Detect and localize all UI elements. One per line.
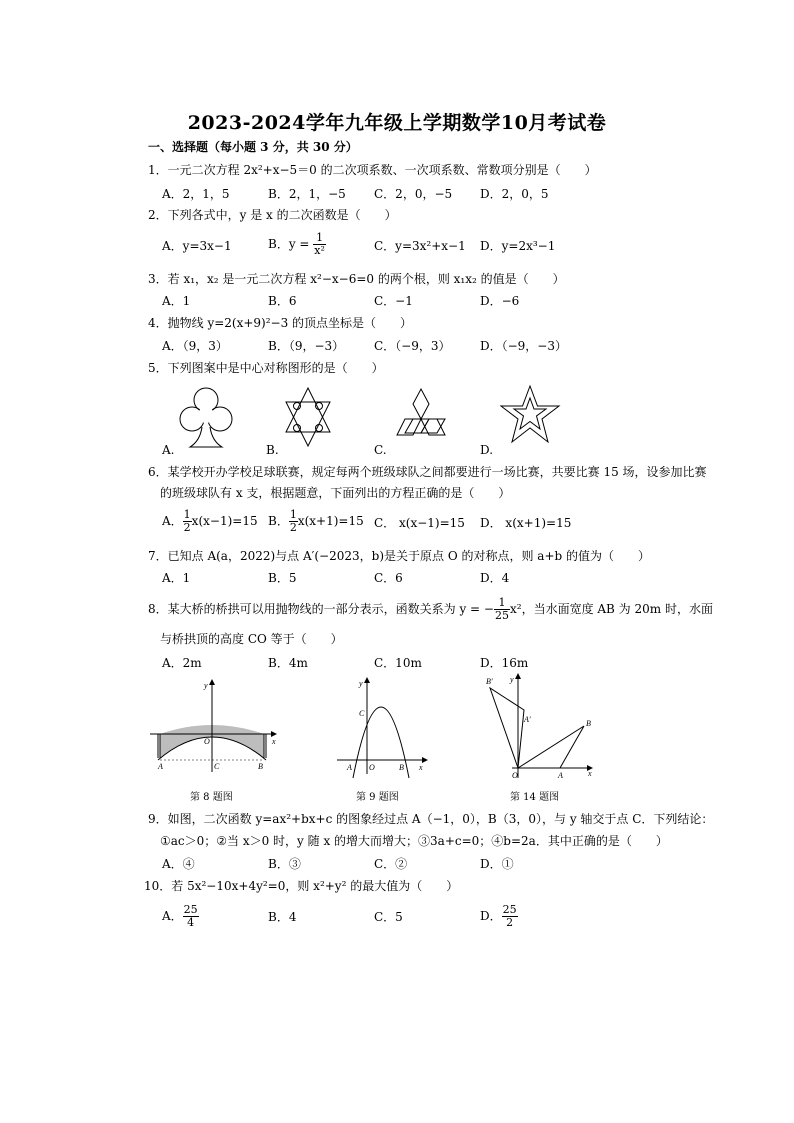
q2-b-den: x²	[314, 244, 325, 257]
q9-option-a: A．④	[162, 857, 195, 871]
q6-option-b	[268, 509, 364, 534]
q4-option-a: A．（9，3）	[162, 339, 228, 353]
q9-option-d: D．①	[480, 857, 514, 871]
q1-stem: 1．一元二次方程 2x²+x−5＝0 的二次项系数、一次项系数、常数项分别是（ ）	[148, 163, 597, 177]
fig8-label-y: y	[204, 681, 208, 690]
q6-b-fraction	[289, 509, 298, 534]
fig8-label-o: O	[204, 737, 210, 746]
q3-option-d: D．−6	[480, 294, 520, 308]
q6-stem-line2: 的班级球队有 x 支，根据题意，下面列出的方程正确的是（ ）	[160, 486, 511, 500]
fig14-label-b: B	[586, 719, 591, 728]
q2-stem: 2．下列各式中，y 是 x 的二次函数是（ ）	[148, 208, 397, 222]
q6-b-num: 1	[289, 508, 297, 521]
q1-option-d: D．2，0，5	[480, 187, 549, 201]
q2-b-prefix: B．y =	[268, 237, 310, 251]
fig14-label-aprime: A′	[524, 715, 531, 724]
q4-option-b: B．（9，−3）	[268, 339, 345, 353]
q8-stem-line1	[148, 597, 713, 622]
q2-option-b	[268, 232, 326, 257]
fig9-label-b: B	[399, 763, 404, 772]
q9-option-b: B．③	[268, 857, 301, 871]
figure-14-caption: 第 14 题图	[510, 792, 560, 803]
q9-stem-line2: ①ac＞0；②当 x＞0 时，y 随 x 的增大而增大；③3a+c=0；④b=2a．其中正确的是（ ）	[160, 834, 668, 848]
q5-figure-a-club	[176, 385, 236, 451]
fig9-label-x: x	[419, 763, 423, 772]
q10-a-fraction	[183, 904, 199, 929]
q6-b-rest: x(x+1)=15	[297, 514, 364, 528]
fig8-label-b: B	[258, 762, 263, 771]
q6-a-rest: x(x−1)=15	[191, 514, 258, 528]
q10-option-c: C．5	[374, 910, 403, 924]
q10-d-label: D．	[480, 909, 502, 923]
q2-b-fraction	[313, 232, 326, 257]
fig14-label-bprime: B′	[486, 677, 493, 686]
fig9-label-o: O	[369, 763, 375, 772]
q8-frac-den: 25	[494, 609, 509, 622]
q2-option-a: A．y=3x−1	[162, 239, 232, 253]
q4-stem: 4．抛物线 y=2(x+9)²−3 的顶点坐标是（ ）	[148, 316, 413, 330]
figure-8-bridge	[150, 676, 280, 776]
fig9-label-c: C	[359, 709, 365, 718]
q3-option-a: A．1	[162, 294, 191, 308]
page-title: 2023-2024学年九年级上学期数学10月考试卷	[187, 112, 607, 134]
fig9-label-y: y	[359, 679, 363, 688]
q5-stem: 5．下列图案中是中心对称图形的是（ ）	[148, 361, 384, 375]
fig8-label-x: x	[272, 737, 276, 746]
q10-d-den: 2	[506, 916, 514, 929]
figure-8-caption: 第 8 题图	[190, 792, 233, 803]
q2-option-d: D．y=2x³−1	[480, 239, 556, 253]
q8-option-c: C．10m	[374, 656, 422, 670]
q10-option-a	[162, 904, 199, 929]
q5-option-a: A.	[162, 443, 175, 457]
q4-option-d: D．（−9，−3）	[480, 339, 568, 353]
q5-option-b: B.	[266, 443, 279, 457]
q10-d-num: 25	[502, 903, 517, 916]
q1-option-b: B．2，1，−5	[268, 187, 346, 201]
q6-option-d: D． x(x+1)=15	[480, 516, 572, 530]
q5-figure-d-star	[498, 384, 562, 446]
q6-a-den: 2	[183, 521, 191, 534]
q7-option-b: B．5	[268, 571, 297, 585]
q3-option-b: B．6	[268, 294, 297, 308]
section-heading: 一、选择题（每小题 3 分，共 30 分）	[148, 140, 358, 154]
q8-stem-part1: 8．某大桥的桥拱可以用抛物线的一部分表示，函数关系为 y = −	[148, 602, 494, 616]
q6-b-den: 2	[289, 521, 297, 534]
fig14-label-y: y	[510, 675, 514, 684]
fig8-label-a: A	[158, 762, 163, 771]
q10-option-d	[480, 904, 518, 929]
fig9-label-a: A	[347, 763, 352, 772]
q6-stem-line1: 6．某学校开办学校足球联赛，规定每两个班级球队之间都要进行一场比赛，共要比赛 15 场，设参加比赛	[148, 465, 707, 479]
fig14-label-a: A	[558, 771, 563, 780]
q7-option-a: A．1	[162, 571, 191, 585]
q3-option-c: C．−1	[374, 294, 413, 308]
q8-frac-num: 1	[494, 597, 510, 610]
q6-option-c: C． x(x−1)=15	[374, 516, 465, 530]
q10-stem: 10．若 5x²−10x+4y²=0，则 x²+y² 的最大值为（ ）	[144, 879, 459, 893]
q7-option-c: C．6	[374, 571, 403, 585]
q7-option-d: D．4	[480, 571, 510, 585]
q8-option-a: A．2m	[162, 656, 202, 670]
q9-stem-line1: 9．如图，二次函数 y=ax²+bx+c 的图象经过点 A（−1，0），B（3，0），与 y 轴交于点 C．下列结论：	[148, 812, 714, 826]
q1-option-c: C．2，0，−5	[374, 187, 453, 201]
q6-b-label: B．	[268, 514, 289, 528]
q5-option-d: D.	[480, 443, 494, 457]
q10-a-den: 4	[187, 916, 195, 929]
q6-a-label: A．	[162, 514, 183, 528]
q8-stem-part2: x²，当水面宽度 AB 为 20m 时，水面	[509, 602, 713, 616]
q10-d-fraction	[502, 904, 518, 929]
q6-option-a	[162, 509, 258, 534]
q8-option-d: D．16m	[480, 656, 529, 670]
q10-option-b: B．4	[268, 910, 297, 924]
q6-a-fraction	[183, 509, 192, 534]
q8-fraction	[494, 597, 510, 622]
q8-stem-line2: 与桥拱顶的高度 CO 等于（ ）	[160, 632, 343, 646]
figure-14-triangles	[482, 670, 598, 780]
q8-option-b: B．4m	[268, 656, 308, 670]
q10-a-num: 25	[183, 903, 198, 916]
fig14-label-o: O	[512, 771, 518, 780]
fig8-label-c: C	[214, 762, 220, 771]
q3-stem: 3．若 x₁，x₂ 是一元二次方程 x²−x−6=0 的两个根，则 x₁x₂ 的值是（ ）	[148, 272, 565, 286]
q4-option-c: C．（−9，3）	[374, 339, 451, 353]
fig14-label-x: x	[588, 769, 592, 778]
q6-a-num: 1	[183, 508, 191, 521]
q7-stem: 7．已知点 A(a，2022)与点 A′(−2023，b)是关于原点 O 的对称点，则 a+b 的值为（ ）	[148, 549, 651, 563]
q10-a-label: A．	[162, 909, 183, 923]
q5-figure-c-diamonds	[390, 387, 452, 449]
q5-figure-b-hexagram	[282, 386, 334, 448]
figure-9-caption: 第 9 题图	[356, 792, 399, 803]
q5-option-c: C.	[374, 443, 387, 457]
figure-9-parabola	[335, 674, 435, 778]
q2-b-num: 1	[313, 232, 326, 245]
q1-option-a: A．2，1，5	[162, 187, 230, 201]
q9-option-c: C．②	[374, 857, 408, 871]
q2-option-c: C．y=3x²+x−1	[374, 239, 466, 253]
